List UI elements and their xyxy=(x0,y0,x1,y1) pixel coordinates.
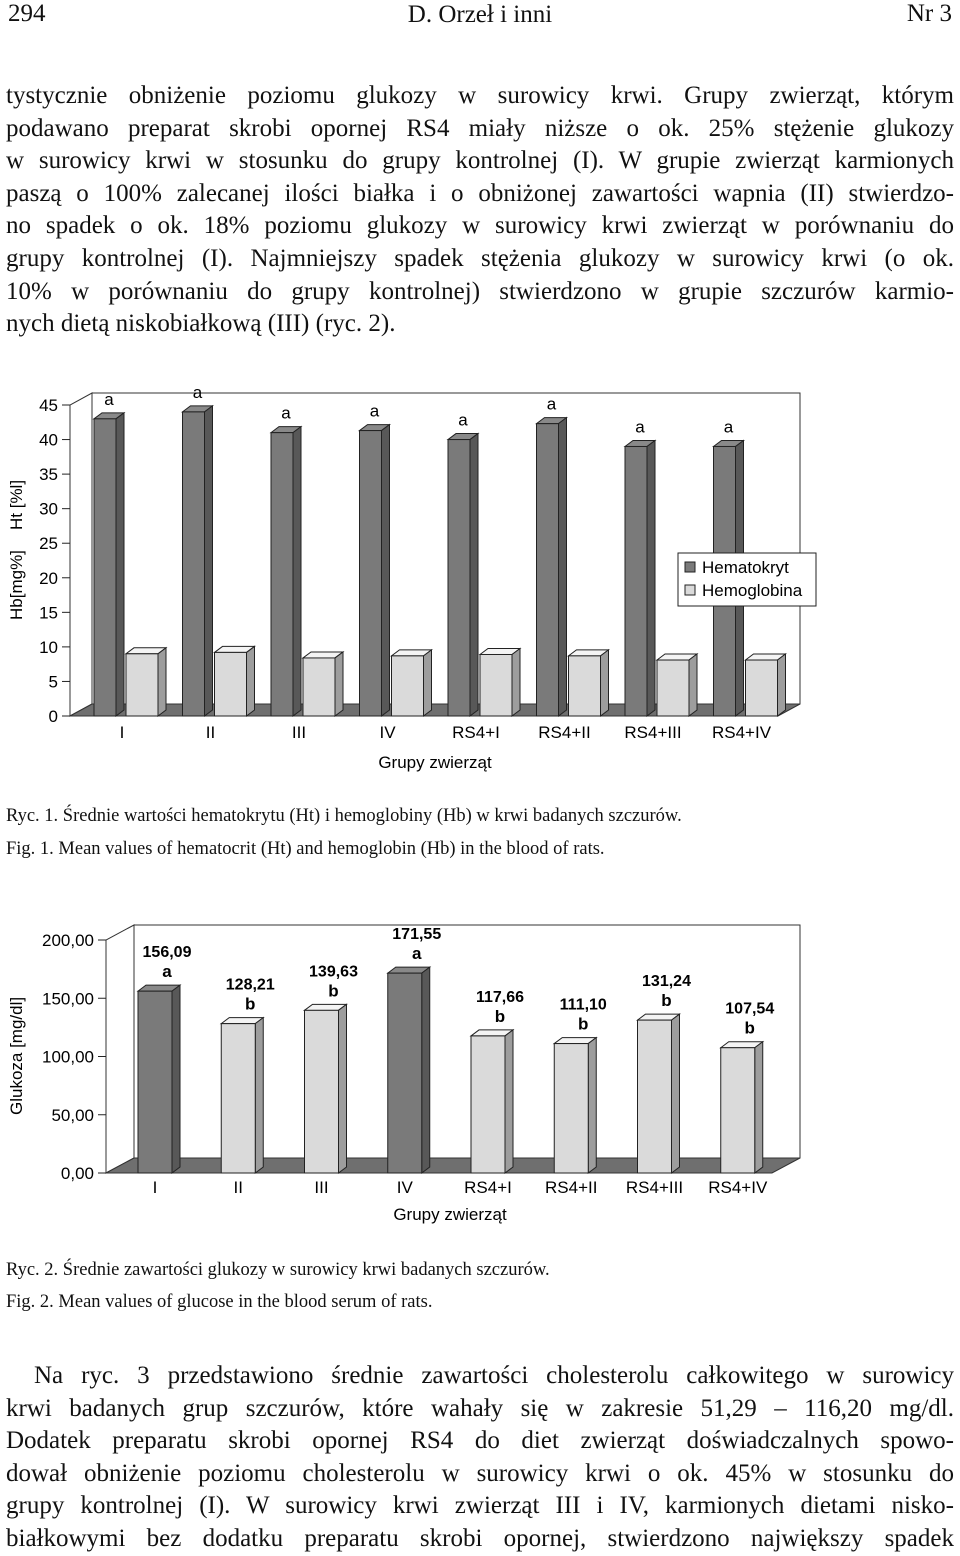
y-tick-label: 25 xyxy=(39,534,58,554)
bar-hemoglobina xyxy=(746,660,778,716)
text-line: nych dietą niskobiałkową (III) (ryc. 2). xyxy=(6,310,396,338)
bar-glukoza xyxy=(554,1044,588,1173)
y-tick-label: 200,00 xyxy=(42,931,94,950)
x-tick-label: IV xyxy=(379,723,396,742)
annotation-letter: b xyxy=(744,1018,755,1038)
bar-hemoglobina xyxy=(126,654,158,716)
text-line: no spadek o ok. 18% poziomu glukozy w surowicy krwi zwierząt w porównaniu do xyxy=(6,212,954,240)
bar-hemoglobina xyxy=(392,656,424,716)
figure-1-caption-pl: Ryc. 1. Średnie wartości hematokrytu (Ht) i hemoglobiny (Hb) w krwi badanych szczurów. xyxy=(6,806,682,826)
x-tick-label: I xyxy=(119,723,125,742)
legend-swatch-hematokryt xyxy=(685,562,695,572)
bar-glukoza xyxy=(721,1048,755,1173)
text-line: 10% w porównaniu do grupy kontrolnej) stwierdzono w grupie szczurów karmio- xyxy=(6,277,954,305)
y-tick-label: 5 xyxy=(48,672,58,692)
bar-hemoglobina xyxy=(215,652,247,716)
annotation-letter: a xyxy=(412,944,422,964)
bar-hematokryt-side xyxy=(559,418,567,716)
x-tick-label: II xyxy=(205,723,216,742)
legend xyxy=(678,553,816,606)
bar-hemoglobina-side xyxy=(158,648,166,716)
bar-hemoglobina xyxy=(657,660,689,716)
bar-glukoza-side xyxy=(422,967,430,1173)
bar-hematokryt xyxy=(183,412,205,716)
bar-glukoza xyxy=(471,1036,505,1173)
bar-hematokryt xyxy=(271,433,293,716)
bar-hemoglobina-side xyxy=(689,654,697,716)
bar-hematokryt-side xyxy=(382,425,390,716)
y-tick-label: 40 xyxy=(39,430,58,450)
bar-glukoza-side xyxy=(172,985,180,1173)
annotation-letter: b xyxy=(578,1014,589,1034)
text-line: grupy kontrolnej (I). Najmniejszy spadek stężenia glukozy w surowicy krwi (o ok. xyxy=(6,244,954,272)
value-label: 156,09 xyxy=(142,944,192,962)
value-label: 171,55 xyxy=(392,926,442,944)
page-number: 294 xyxy=(8,0,46,27)
text-line: podawano preparat skrobi opornej RS4 miały niższe o ok. 25% stężenie glukozy xyxy=(6,114,954,142)
bar-hemoglobina-side xyxy=(601,650,609,716)
figure-2-chart xyxy=(0,905,960,1235)
y-axis-label-hb: Hb[mg%] xyxy=(7,550,26,620)
y-axis-label: Glukoza [mg/dl] xyxy=(7,996,26,1115)
text-line: w surowicy krwi w stosunku do grupy kontrolnej (I). W grupie zwierząt karmionych xyxy=(6,147,954,175)
annotation-letter: a xyxy=(104,389,114,409)
text-line: tystycznie obniżenie poziomu glukozy w surowicy krwi. Grupy zwierząt, którym xyxy=(6,82,954,109)
y-tick-label: 50,00 xyxy=(51,1105,94,1125)
annotation-letter: a xyxy=(635,417,645,437)
x-tick-label: IV xyxy=(396,1178,413,1197)
annotation-letter: a xyxy=(192,382,203,402)
x-axis-label: Grupy zwierząt xyxy=(393,1205,507,1224)
bar-hemoglobina-side xyxy=(512,648,520,716)
y-tick-label: 0,00 xyxy=(60,1164,94,1183)
bar-hemoglobina xyxy=(303,658,335,716)
annotation-letter: a xyxy=(162,962,172,982)
annotation-letter: b xyxy=(245,994,256,1014)
legend-label-hemoglobina: Hemoglobina xyxy=(702,581,803,600)
x-tick-label: III xyxy=(291,723,307,742)
value-label: 107,54 xyxy=(725,1000,775,1018)
bar-hematokryt xyxy=(625,446,647,716)
y-tick-label: 15 xyxy=(39,603,58,623)
legend-swatch-hemoglobina xyxy=(685,585,695,595)
bar-hemoglobina xyxy=(569,656,601,716)
bar-glukoza xyxy=(638,1020,672,1173)
x-axis-label: Grupy zwierząt xyxy=(378,753,492,772)
annotation-letter: a xyxy=(546,394,557,414)
bar-hematokryt-side xyxy=(647,440,655,716)
annotation-letter: a xyxy=(458,410,468,430)
text-line: grupy kontrolnej (I). W surowicy krwi zwierząt III i IV, karmionych dietami nisko- xyxy=(6,1492,954,1520)
frame-side-wall xyxy=(106,925,134,1173)
text-line: krwi badanych grup szczurów, które wahały się w zakresie 51,29 – 116,20 mg/dl. xyxy=(6,1394,954,1422)
x-tick-label: II xyxy=(233,1178,243,1197)
bar-hematokryt xyxy=(537,424,559,716)
x-tick-label: RS4+I xyxy=(464,1178,512,1197)
bar-hematokryt-side xyxy=(116,413,124,716)
bar-hemoglobina-side xyxy=(424,650,432,716)
body-paragraph-1 xyxy=(6,80,954,341)
bar-hemoglobina-side xyxy=(247,646,255,716)
value-label: 111,10 xyxy=(559,996,607,1014)
y-tick-label: 30 xyxy=(39,499,58,519)
y-tick-label: 20 xyxy=(39,568,58,588)
figure-2-caption-pl: Ryc. 2. Średnie zawartości glukozy w surowicy krwi badanych szczurów. xyxy=(6,1260,550,1280)
bar-hematokryt-side xyxy=(470,434,478,716)
x-tick-label: RS4+IV xyxy=(708,1178,768,1197)
bar-glukoza-side xyxy=(255,1018,263,1173)
value-label: 117,66 xyxy=(475,988,525,1006)
bar-glukoza xyxy=(305,1010,339,1173)
x-tick-label: I xyxy=(152,1178,158,1197)
running-head xyxy=(8,0,952,32)
text-line: Dodatek preparatu skrobi opornej RS4 do diet zwierząt doświadczalnych spowo- xyxy=(6,1427,954,1455)
issue-number: Nr 3 xyxy=(906,0,952,27)
bar-glukoza xyxy=(388,973,422,1173)
y-axis-ticks xyxy=(42,931,106,1183)
y-axis-ticks xyxy=(39,396,70,726)
running-head-authors: D. Orzeł i inni xyxy=(407,1,553,28)
bar-hemoglobina-side xyxy=(778,654,786,716)
text-line: paszą o 100% zalecanej ilości białka i o obniżonej zawartości wapnia (II) stwierdzo- xyxy=(6,179,954,207)
bar-hematokryt xyxy=(448,440,470,716)
x-axis-ticks xyxy=(120,723,772,742)
y-tick-label: 150,00 xyxy=(42,989,94,1009)
frame-floor xyxy=(106,1158,800,1173)
annotation-letter: a xyxy=(369,401,380,421)
annotation-letter: a xyxy=(281,403,291,423)
bar-glukoza-side xyxy=(339,1004,347,1173)
value-label: 128,21 xyxy=(225,976,275,994)
x-tick-label: RS4+II xyxy=(545,1178,598,1197)
x-axis-ticks xyxy=(153,1178,768,1197)
bar-glukoza xyxy=(221,1024,255,1173)
y-tick-label: 0 xyxy=(48,707,58,726)
bar-hematokryt xyxy=(94,419,116,716)
bar-glukoza-side xyxy=(588,1038,596,1173)
y-tick-label: 45 xyxy=(39,396,58,415)
figure-1-chart xyxy=(0,380,960,780)
annotation-letter: a xyxy=(723,417,734,437)
y-axis-label-ht: Ht [%l] xyxy=(7,479,26,530)
bar-glukoza-side xyxy=(755,1042,763,1173)
annotation-letter: b xyxy=(494,1006,506,1026)
frame-side-wall xyxy=(70,393,92,716)
chart-frame xyxy=(106,925,800,1173)
bar-hematokryt-side xyxy=(205,406,213,716)
bar-hematokryt-side xyxy=(293,427,301,716)
annotation-letter: b xyxy=(328,981,339,1001)
value-label: 131,24 xyxy=(642,973,691,991)
body-paragraph-2 xyxy=(6,1360,954,1556)
text-line: dował obniżenie poziomu cholesterolu w surowicy krwi o ok. 45% w stosunku do xyxy=(6,1459,954,1487)
x-tick-label: RS4+I xyxy=(452,723,500,742)
text-line: Na ryc. 3 przedstawiono średnie zawartości cholesterolu całkowitego w surowicy xyxy=(34,1362,954,1389)
x-tick-label: RS4+III xyxy=(624,723,682,742)
bar-glukoza xyxy=(138,991,172,1173)
figure-1-caption-en: Fig. 1. Mean values of hematocrit (Ht) and hemoglobin (Hb) in the blood of rats. xyxy=(6,839,605,859)
value-label: 139,63 xyxy=(309,963,358,981)
annotation-letter: b xyxy=(661,991,672,1011)
bar-glukoza-side xyxy=(505,1030,513,1173)
x-tick-label: RS4+IV xyxy=(711,723,772,742)
figure-2-caption-en: Fig. 2. Mean values of glucose in the blood serum of rats. xyxy=(6,1292,433,1312)
bar-hemoglobina xyxy=(480,654,512,716)
bar-hematokryt xyxy=(360,431,382,716)
x-tick-label: RS4+III xyxy=(625,1178,684,1197)
bar-glukoza-side xyxy=(672,1014,680,1173)
x-tick-label: III xyxy=(314,1178,329,1197)
y-tick-label: 10 xyxy=(39,637,58,657)
text-line: białkowymi bez dodatku preparatu skrobi opornej, stwierdzono największy spadek xyxy=(6,1524,954,1552)
y-tick-label: 100,00 xyxy=(42,1047,94,1067)
y-tick-label: 35 xyxy=(39,465,58,485)
x-tick-label: RS4+II xyxy=(538,723,591,742)
bar-hemoglobina-side xyxy=(335,652,343,716)
legend-label-hematokryt: Hematokryt xyxy=(702,558,789,577)
